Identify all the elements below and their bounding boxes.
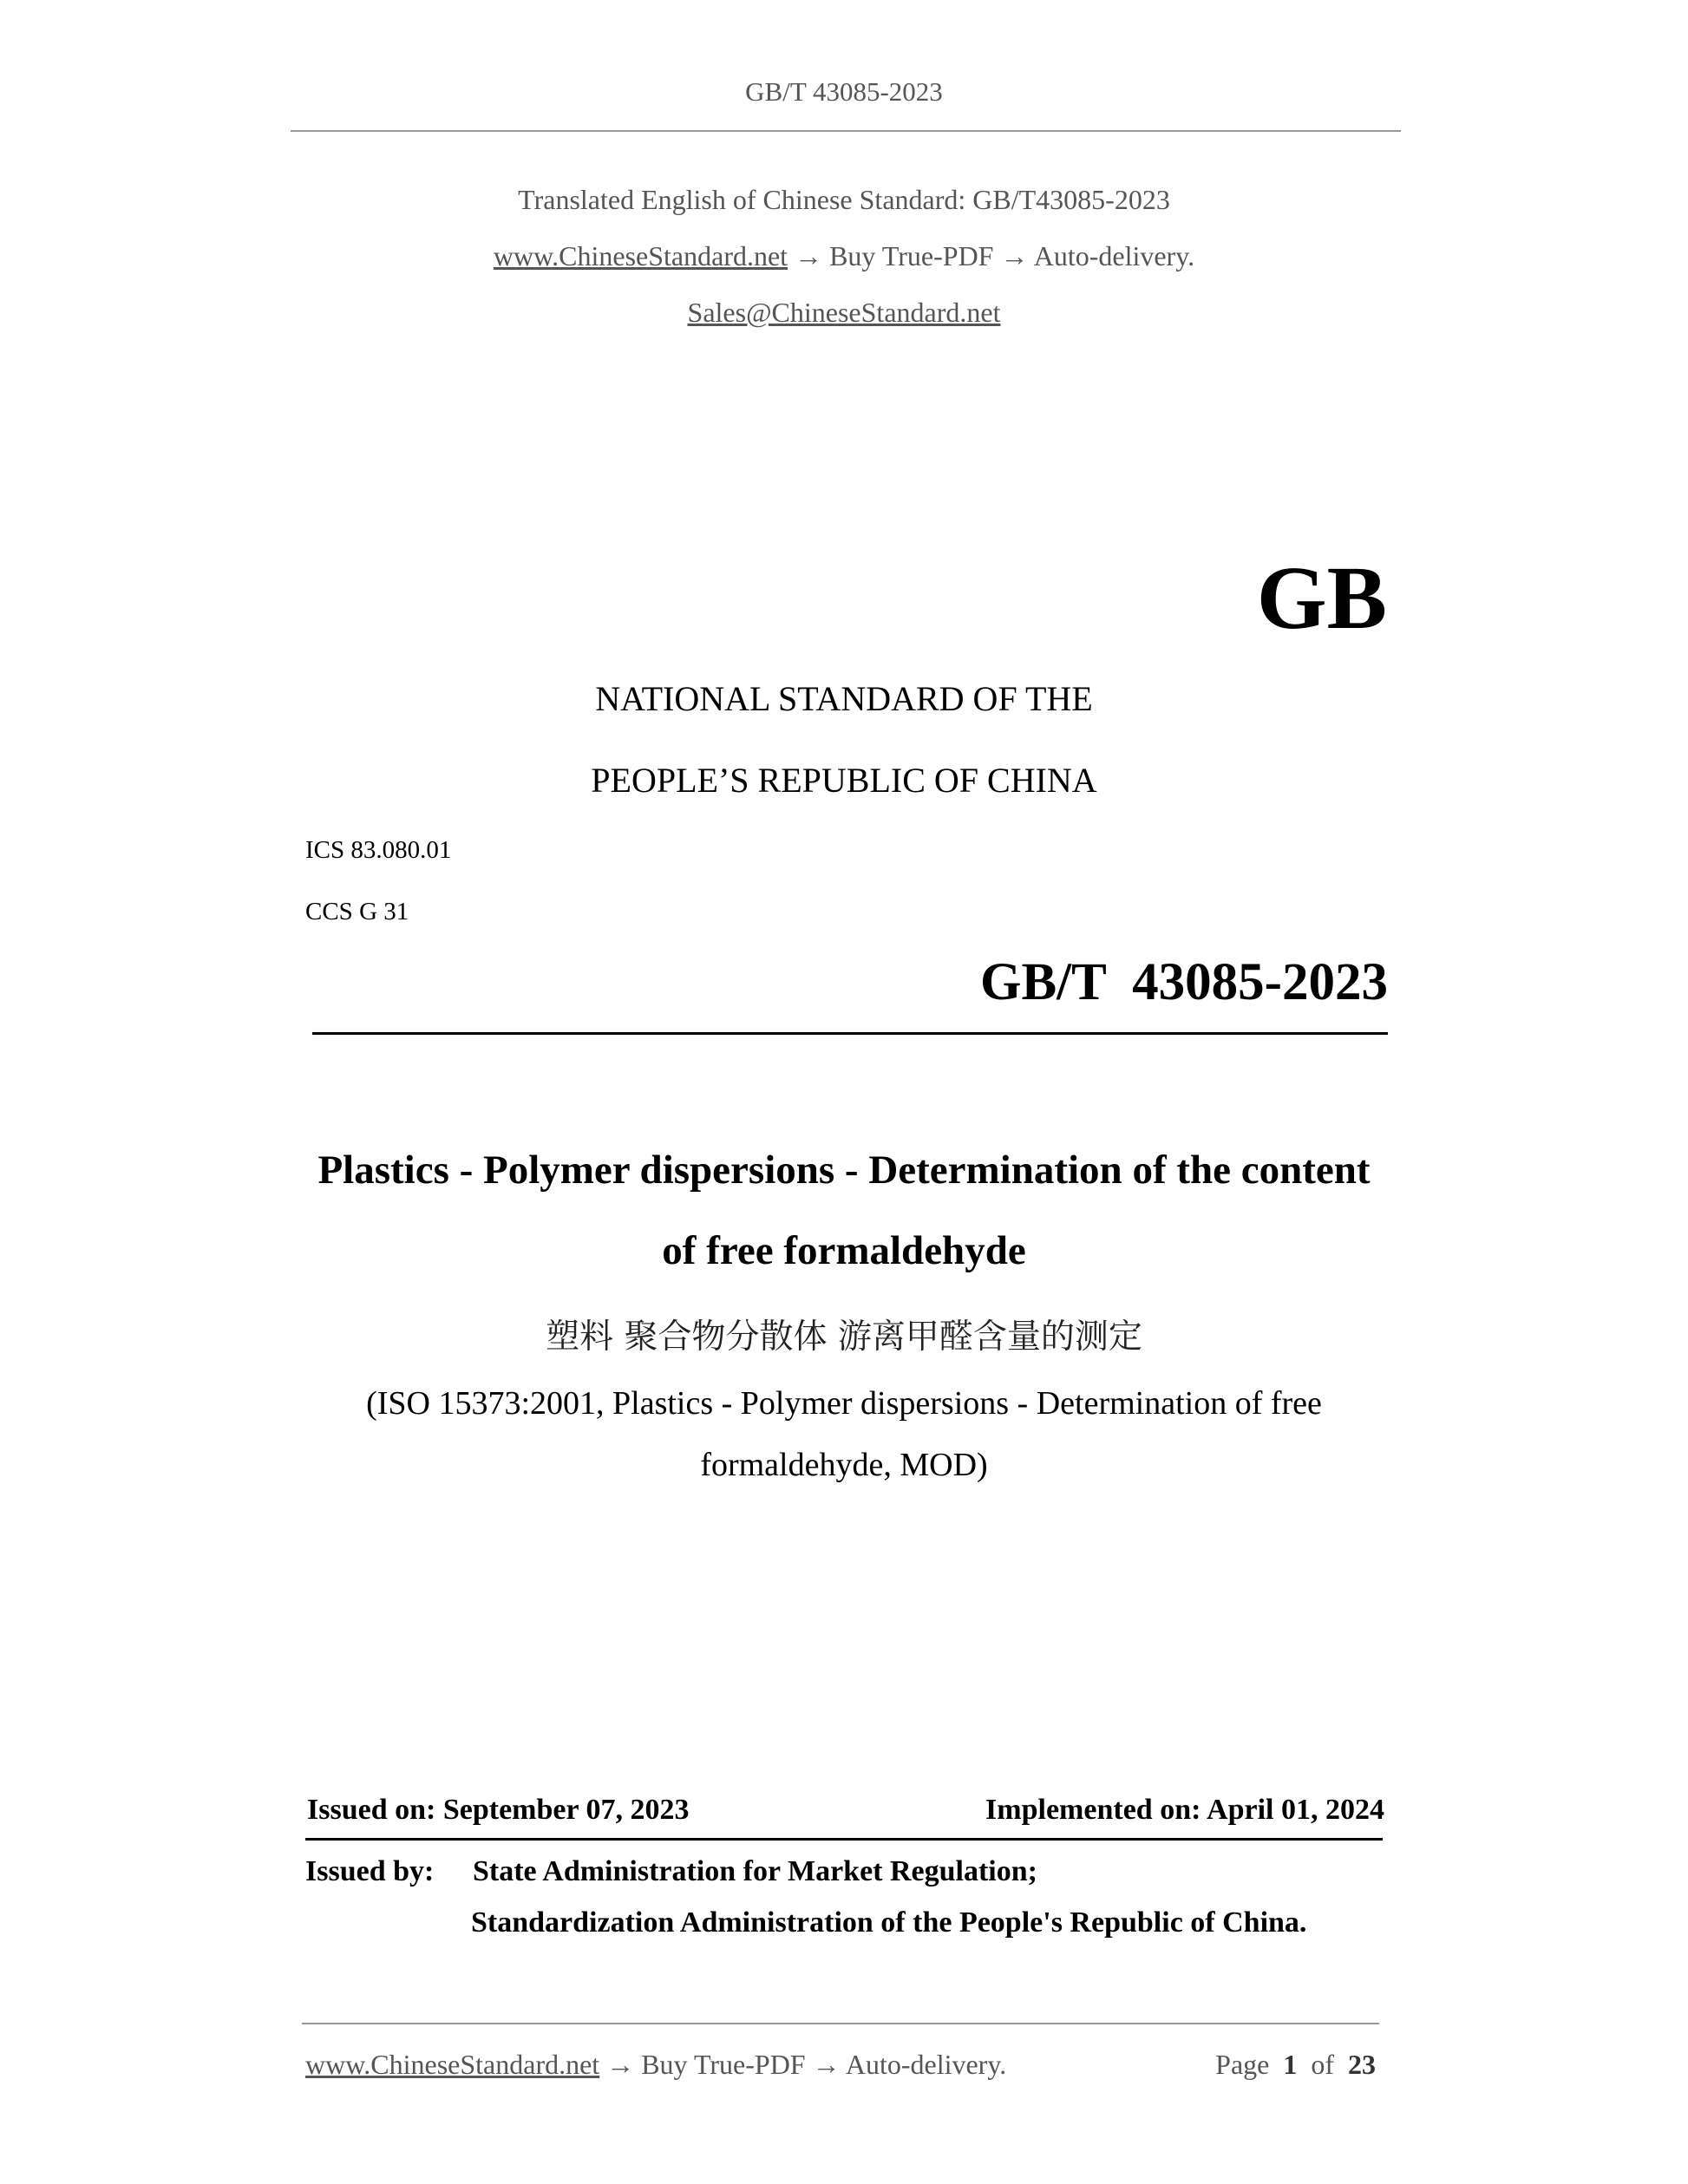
ccs-code: CCS G 31 xyxy=(305,898,409,925)
title-english-line2: of free formaldehyde xyxy=(662,1228,1026,1273)
national-standard-line2: PEOPLE’S REPUBLIC OF CHINA xyxy=(591,761,1097,800)
gb-mark: GB xyxy=(1256,548,1387,648)
implemented-on-date: Implemented on: April 01, 2024 xyxy=(985,1794,1384,1826)
national-standard-line1: NATIONAL STANDARD OF THE xyxy=(595,679,1093,718)
website-link[interactable]: www.ChineseStandard.net xyxy=(493,240,788,271)
buy-line xyxy=(0,240,1688,272)
title-english-line1: Plastics - Polymer dispersions - Determination of the content xyxy=(317,1148,1371,1193)
email-line xyxy=(0,297,1688,329)
header-divider xyxy=(291,130,1401,132)
translation-notice: Translated English of Chinese Standard: GB/T43085-2023 xyxy=(518,184,1170,215)
standard-number: GB/T 43085-2023 xyxy=(980,953,1388,1011)
running-header: GB/T 43085-2023 xyxy=(745,76,943,107)
issued-on-date: Issued on: September 07, 2023 xyxy=(307,1794,690,1826)
issuer-2: Standardization Administration of the People's Republic of China. xyxy=(471,1906,1307,1939)
page-indicator xyxy=(1215,2049,1376,2081)
footer-buy-line xyxy=(305,2049,1006,2081)
footer-divider xyxy=(302,2023,1379,2024)
buy-text: → Buy True-PDF → Auto-delivery. xyxy=(795,240,1195,271)
iso-reference-line1: (ISO 15373:2001, Plastics - Polymer dispersions - Determination of free xyxy=(366,1385,1322,1422)
email-link[interactable]: Sales@ChineseStandard.net xyxy=(687,297,1001,328)
footer-website-link[interactable]: www.ChineseStandard.net xyxy=(305,2049,600,2080)
title-chinese: 塑料 聚合物分散体 游离甲醛含量的测定 xyxy=(546,1318,1142,1357)
page-current: 1 xyxy=(1283,2049,1298,2080)
issuer-1: State Administration for Market Regulation; xyxy=(473,1855,1037,1887)
page-label: Page xyxy=(1215,2049,1270,2080)
issued-by-label: Issued by: xyxy=(305,1855,435,1887)
ics-code: ICS 83.080.01 xyxy=(305,836,452,864)
issue-divider xyxy=(305,1838,1383,1841)
standard-number-rule xyxy=(312,1032,1388,1035)
iso-reference-line2: formaldehyde, MOD) xyxy=(700,1447,988,1483)
of-label: of xyxy=(1311,2049,1334,2080)
footer-buy-text: → Buy True-PDF → Auto-delivery. xyxy=(606,2049,1007,2080)
page-total: 23 xyxy=(1348,2049,1376,2080)
